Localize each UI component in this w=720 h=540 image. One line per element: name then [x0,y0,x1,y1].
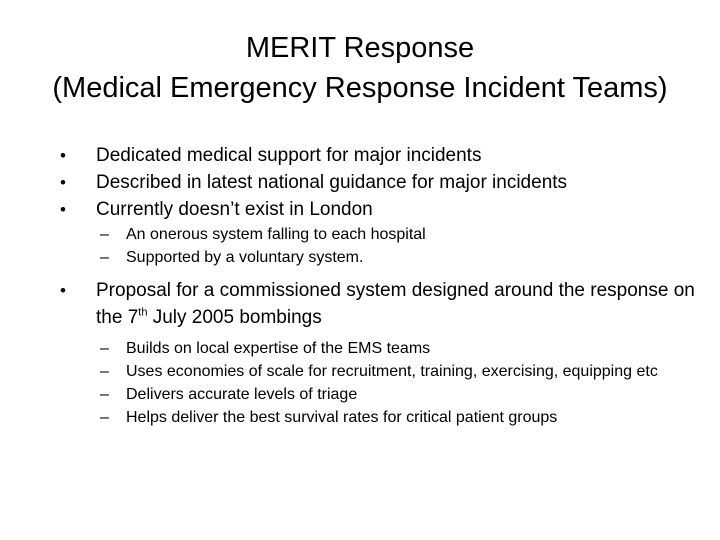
sub-bullet-item [60,406,700,429]
bullet-item [60,277,700,331]
dash-glyph: – [100,386,109,403]
dash-glyph: – [100,340,109,357]
bullet-item [60,196,700,223]
sub-bullet-text: An onerous system falling to each hospital [126,226,426,243]
sub-bullet-text: Helps deliver the best survival rates for critical patient groups [126,409,558,426]
bullet-text: Dedicated medical support for major incidents [96,145,482,166]
dash-glyph: – [100,409,109,426]
bullet-glyph: • [60,146,66,165]
slide-title [0,28,720,108]
title-line-2: (Medical Emergency Response Incident Teams) [52,72,668,104]
bullet-glyph: • [60,173,66,192]
sub-bullet-item [60,223,700,246]
sub-bullet-text: Delivers accurate levels of triage [126,386,358,403]
superscript-th: th [138,306,148,319]
bullet-item [60,169,700,196]
sub-bullet-item [60,246,700,269]
sub-bullet-item [60,337,700,360]
bullet-text-part-1: Proposal for a commissioned system designed around the response on the 7 [96,280,695,328]
sub-bullet-item [60,360,700,383]
bullet-text: Described in latest national guidance for major incidents [96,172,568,193]
bullet-list [60,142,700,429]
sub-bullet-text: Uses economies of scale for recruitment, training, exercising, equipping etc [126,363,658,380]
sub-bullet-item [60,383,700,406]
sub-bullet-text: Builds on local expertise of the EMS teams [126,340,431,357]
bullet-item [60,142,700,169]
sub-bullet-text: Supported by a voluntary system. [126,249,364,266]
dash-glyph: – [100,249,109,266]
dash-glyph: – [100,226,109,243]
dash-glyph: – [100,363,109,380]
bullet-text-part-2: July 2005 bombings [147,307,322,328]
title-line-1: MERIT Response [245,32,475,64]
bullet-glyph: • [60,200,66,219]
bullet-text: Currently doesn’t exist in London [96,199,373,220]
bullet-glyph: • [60,281,66,300]
